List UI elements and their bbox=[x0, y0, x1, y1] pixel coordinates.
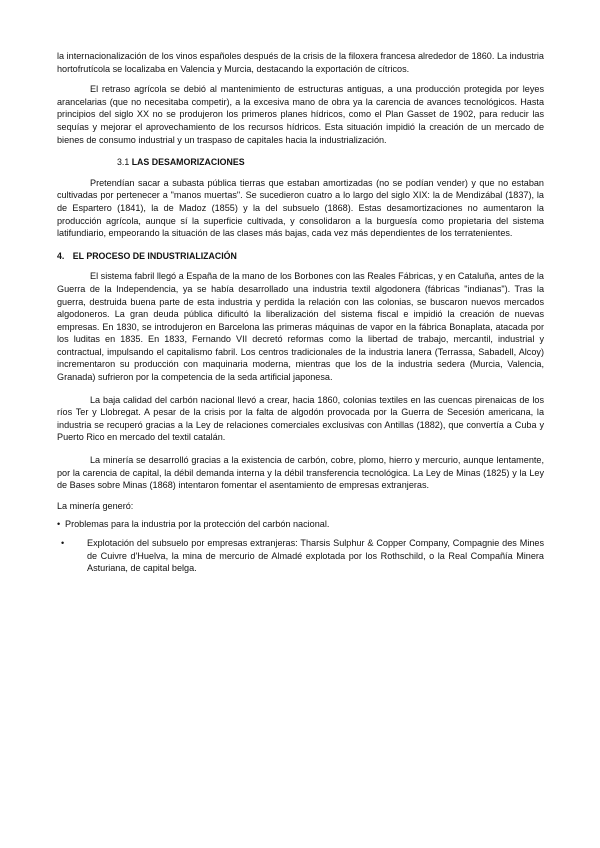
section-title: LAS DESAMORIZACIONES bbox=[131, 157, 245, 168]
paragraph-desamortizaciones: Pretendían sacar a subasta pública tierras que estaban amortizadas (no se podían vender) y que no estaban cultivadas por pertenecer a "manos muertas". Se sucedieron cuatro a lo largo del siglo XIX: la de Mendizábal (1837), la de Espartero (1841), la de Madoz (1855) y la del subsuelo (1868). Estas desamortizaciones no aumentaron la producción agrícola, aunque sí la superficie cultivada, y consolidaron a la burguesía como propietaria del sistema latifundiario, empeorando la situación de las clases más bajas, cada vez más dependientes de los terratenientes. bbox=[57, 177, 544, 239]
list-item-text: Explotación del subsuelo por empresas extranjeras: Tharsis Sulphur & Copper Company, Compagnie des Mines de Cuivre d'Huelva, la mina de mercurio de Almadé explotada por los Rothschild, o la Real Compañía Minera Asturiana, de capital belga. bbox=[87, 538, 544, 574]
list-item bbox=[57, 518, 544, 531]
section-heading-industrializacion bbox=[57, 250, 544, 263]
paragraph-mineria: La minería se desarrolló gracias a la existencia de carbón, cobre, plomo, hierro y mercurio, aunque lentamente, por la carencia de capital, la débil demanda interna y la débil transferencia tecnológica. La Ley de Minas (1825) y la Ley de Bases sobre Minas (1868) intentaron fomentar el asentamiento de empresas extranjeras. bbox=[57, 455, 544, 491]
list-item-text: Problemas para la industria por la protección del carbón nacional. bbox=[65, 519, 330, 530]
document-page bbox=[57, 50, 544, 575]
section-number: 4. bbox=[57, 250, 65, 261]
paragraph-carbon: La baja calidad del carbón nacional llevó a crear, hacia 1860, colonias textiles en las cuencas pirenaicas de los ríos Ter y Llobregat. A pesar de la crisis por la falta de algodón provocada por la Guerra de Secesión americana, la industria se recuperó gracias a la Ley de relaciones comerciales exclusivas con Antillas (1882), que convertía a Cuba y Puerto Rico en mercado del textil catalán. bbox=[57, 394, 544, 443]
paragraph-vinos: la internacionalización de los vinos españoles después de la crisis de la filoxera francesa alrededor de 1860. La industria hortofrutícola se localizaba en Valencia y Murcia, destacando la exportación de cítricos. bbox=[57, 51, 544, 74]
paragraph-mineria-genero: La minería generó: bbox=[57, 500, 134, 511]
list-item bbox=[57, 537, 544, 575]
bullet-icon: • bbox=[57, 519, 61, 530]
paragraph-retraso-agricola: El retraso agrícola se debió al mantenimiento de estructuras antiguas, a una producción protegida por leyes arancelarias (que no necesitaba competir), a la excesiva mano de obra ya la carencia de avances tecnológicos. Hasta principios del siglo XX no se produjeron los primeros planes hídricos, como el Plan Gasset de 1902, para reducir las sequías y mejorar el aprovechamiento de los recursos hídricos. Esta situación impidió la creación de un mercado de bienes de consumo industrial y un traspaso de capitales hacia la industrialización. bbox=[57, 84, 544, 145]
bullet-icon: • bbox=[61, 538, 65, 548]
section-number: 3.1 bbox=[117, 157, 130, 168]
section-heading-desamortizaciones bbox=[57, 156, 544, 169]
paragraph-sistema-fabril: El sistema fabril llegó a España de la mano de los Borbones con las Reales Fábricas, y en Cataluña, antes de la Guerra de la Independencia, ya se había desarrollado una industria textil algodonera (fábricas "indianas"). Tras la guerra, destruida buena parte de esta industria y perdida la relación con las colonias, se buscaron nuevos mercados algodoneros. La gran deuda pública dificultó la liberalización del sistema fiscal e impidió la creación de nuevas empresas. En 1830, se introdujeron en Barcelona las primeras máquinas de vapor en la fábrica Bonaplata, atacada por los luditas en 1835. En 1833, Fernando VII decretó reformas como la libertad de trabajo, mercantil, industrial y contractual, impulsando el capitalismo fabril. Los centros tradicionales de la industria lanera (Terrassa, Sabadell, Alcoy) incrementaron su producción con maquinaria moderna, mientras que los de la industria sedera (Murcia, Valencia, Granada) sufrieron por la competencia de la seda artificial japonesa. bbox=[57, 271, 544, 383]
section-title: EL PROCESO DE INDUSTRIALIZACIÓN bbox=[72, 250, 237, 261]
